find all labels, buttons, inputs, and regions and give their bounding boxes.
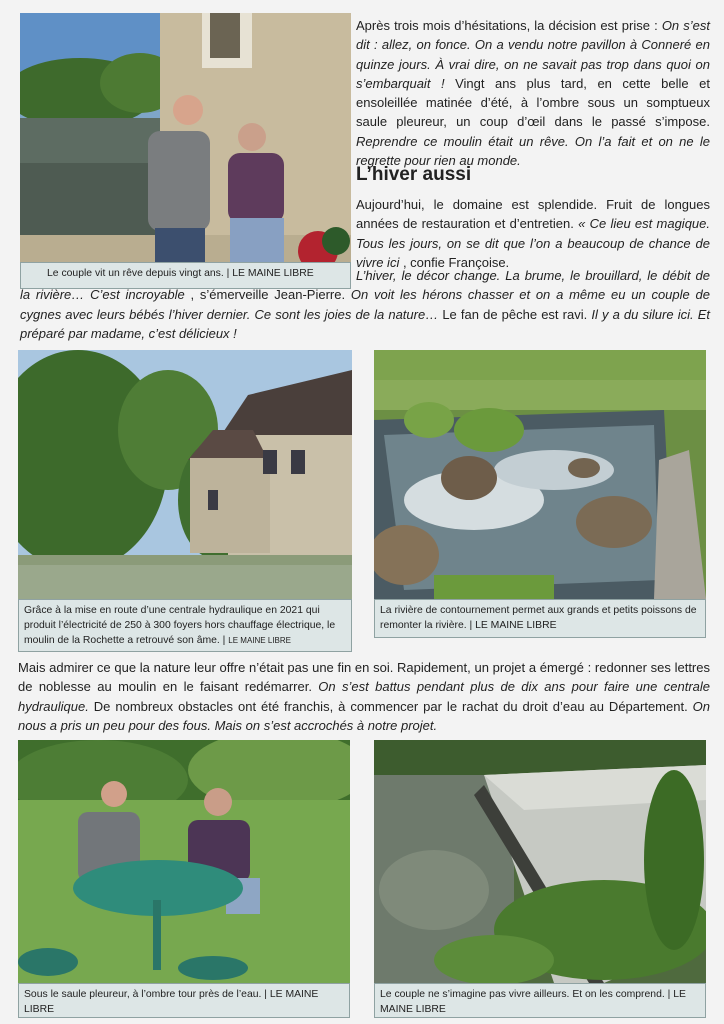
caption-photo-5: Le couple ne s’imagine pas vivre ailleurs. Et on les comprend. | LE MAINE LIBRE [374,983,706,1018]
photo-river-weir [374,740,706,983]
middle-paragraph: Mais admirer ce que la nature leur offre n’était pas une fin en soi. Rapidement, un projet a émergé : redonner ses lettres de noblesse au moulin en le faisant redémarrer. On s’est battus pendant plus de dix ans pour faire une centrale hydraulique. De nombreux obstacles ont été franchis, à commencer par le rachat du droit d’eau au Département. On nous a pris un peu pour des fous. Mais on s’est accrochés à notre projet. [18,660,710,733]
caption-photo-4: Sous le saule pleureur, à l’ombre tour près de l’eau. | LE MAINE LIBRE [18,983,350,1018]
caption-photo-3: La rivière de contournement permet aux grands et petits poissons de remonter la rivière. | LE MAINE LIBRE [374,599,706,638]
photo-river-rapids [374,350,706,599]
caption-photo-1: Le couple vit un rêve depuis vingt ans. | LE MAINE LIBRE [20,262,351,289]
photo-couple-at-table [18,740,350,983]
caption-photo-2: Grâce à la mise en route d’une centrale hydraulique en 2021 qui produit l’électricité de 250 à 300 foyers hors chauffage électrique, le moulin de la Rochette a retrouvé son âme. | LE MAINE LIBRE [18,599,352,652]
photo-mill-building [18,350,352,599]
section-heading: L’hiver aussi [356,164,472,185]
section-paragraph-1: Aujourd’hui, le domaine est splendide. Fruit de longues années de restauration et d’entretien. « Ce lieu est magique. Tous les jours, on se dit que l’on a beaucoup de chance de vivre ici , confie Françoise. [356,197,710,270]
photo-couple-at-mill [20,13,351,262]
section-paragraph-2: L’hiver, le décor change. La brume, le brouillard, le débit de la rivière… C’est incroyable , s’émerveille Jean-Pierre. On voit les hérons chasser et on a même eu un couple de cygnes avec leurs bébés l’hiver dernier. Ce sont les joies de la nature… Le fan de pêche est ravi. Il y a du silure ici. Et préparé par madame, c’est délicieux ! [20,268,710,341]
intro-paragraph: Après trois mois d’hésitations, la décision est prise : On s’est dit : allez, on fonce. On a vendu notre pavillon à Conneré en quinze jours. À vrai dire, on ne savait pas trop dans quoi on s’embarquait ! Vingt ans plus tard, en cette belle et ensoleillée matinée d’été, à l’ombre sous un somptueux saule pleureur, un coup d’œil dans le passé s’impose. Reprendre ce moulin était un rêve. On l’a fait et on ne le regrette pour rien au monde. [356,18,710,169]
